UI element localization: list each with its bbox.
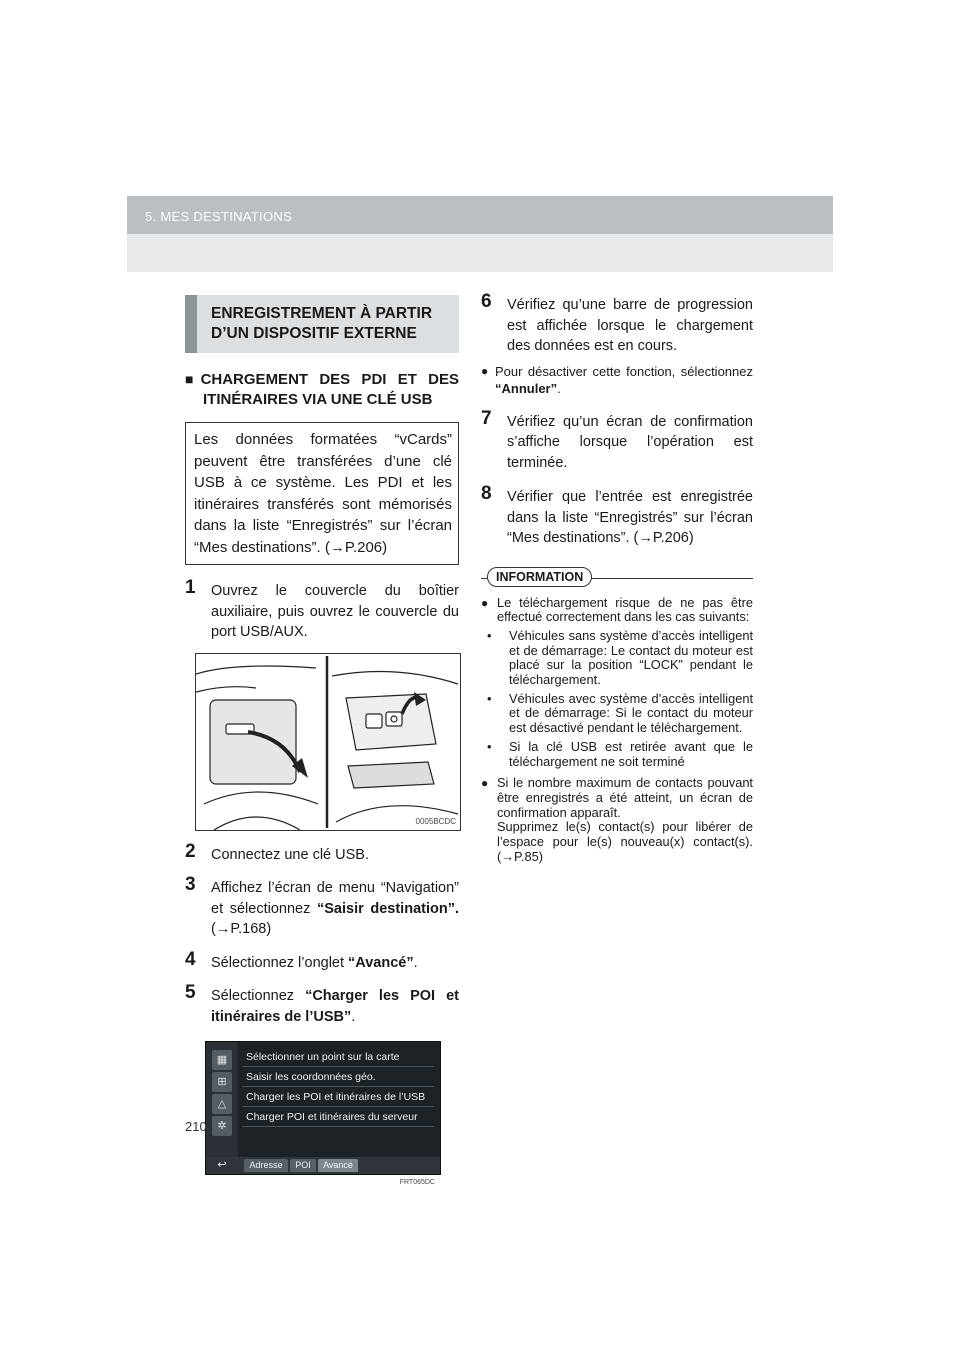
- note-text: Pour désactiver cette fonction, sélectionnez: [495, 363, 753, 379]
- step-text: Vérifiez qu’une barre de progression est affichée lorsque le chargement des données est en cours.: [507, 297, 753, 354]
- screen-option-load-usb[interactable]: Charger les POI et itinéraires de l’USB: [242, 1088, 434, 1107]
- information-item: [481, 596, 753, 625]
- section-title: 5. MES DESTINATIONS: [145, 209, 293, 224]
- information-subtext: Véhicules avec système d’accès intelligent et de démarrage: Si le contact du moteur est désactivé pendant le téléchargement.: [509, 690, 753, 736]
- sub-heading-text: CHARGEMENT DES PDI ET DES ITINÉRAIRES VIA UNE CLÉ USB: [200, 371, 459, 408]
- screen-tab-bar: [206, 1157, 440, 1174]
- step-text: Vérifier que l’entrée est enregistrée dans la liste “Enregistrés” sur l’écran “Mes destinations”. (→P.206): [507, 489, 753, 546]
- page-number: 210: [185, 1119, 207, 1134]
- note-bold: “Annuler”: [495, 381, 558, 396]
- navigation-screen: [205, 1041, 441, 1186]
- step-text: Connectez une clé USB.: [211, 846, 369, 863]
- back-arrow-icon[interactable]: ↩: [217, 1159, 227, 1171]
- information-subitem: [487, 692, 753, 736]
- tab-poi[interactable]: POI: [290, 1159, 316, 1172]
- sub-bullet-icon: •: [487, 627, 492, 643]
- figure-code: 0005BCDC: [415, 816, 456, 826]
- tab-avance[interactable]: Avancé: [318, 1159, 358, 1172]
- information-item: [481, 776, 753, 864]
- right-column: [481, 291, 753, 864]
- screen-option-load-server[interactable]: Charger POI et itinéraires du serveur: [242, 1108, 434, 1127]
- step-end: .: [413, 954, 418, 971]
- header-band: [127, 196, 833, 272]
- step-2: [185, 840, 459, 866]
- information-text: Si le nombre maximum de contacts pouvant être enregistrés a été atteint, un écran de confirmation apparaît.: [497, 775, 753, 820]
- map-point-icon: ▦: [212, 1050, 232, 1070]
- sub-heading: [185, 369, 459, 410]
- step-4: [185, 948, 459, 974]
- step-7: [481, 407, 753, 474]
- coordinates-icon: ⊞: [212, 1072, 232, 1092]
- header-title-bar: [127, 196, 833, 234]
- sub-bullet-icon: •: [487, 738, 492, 754]
- step-6: [481, 291, 753, 357]
- step-bold: “Saisir destination”.: [316, 900, 459, 917]
- information-subtext: Si la clé USB est retirée avant que le téléchargement ne soit terminé: [509, 738, 753, 769]
- information-label: INFORMATION: [487, 567, 592, 587]
- step-text: Affichez l’écran de menu “Navigation” et sélectionnez: [211, 880, 459, 917]
- step-bold: “Avancé”: [348, 954, 414, 971]
- step-8: [481, 483, 753, 549]
- information-subitem: [487, 740, 753, 769]
- console-drawing: [196, 654, 460, 830]
- usb-load-icon: △: [212, 1094, 232, 1114]
- information-header: [481, 567, 753, 589]
- left-column: [185, 295, 460, 1186]
- step-end: .: [351, 1008, 356, 1025]
- step-text: Vérifiez qu’un écran de confirmation s’affiche lorsque l’opération est terminée.: [507, 413, 753, 471]
- intro-box: Les données formatées “vCards” peuvent être transférées d’une clé USB à ce système. Les PDI et les itinéraires transférés sont mémorisés dans la liste “Enregistrés” sur l’écran “Mes destinations”. (→P.206): [185, 422, 459, 565]
- tab-adresse[interactable]: Adresse: [244, 1159, 288, 1172]
- step-number: 4: [185, 948, 196, 970]
- step-number: 5: [185, 982, 196, 1003]
- step-number: 1: [185, 577, 196, 598]
- step-3: [185, 874, 459, 940]
- step-number: 8: [481, 483, 492, 504]
- information-text: Le téléchargement risque de ne pas être effectué correctement dans les cas suivants:: [497, 594, 753, 625]
- screen-option-geo-coordinates[interactable]: Saisir les coordonnées géo.: [242, 1068, 434, 1087]
- step-number: 3: [185, 874, 196, 895]
- step-1: [185, 577, 459, 643]
- step-text: Ouvrez le couvercle du boîtier auxiliaire, puis ouvrez le couvercle du port USB/AUX.: [211, 583, 459, 640]
- screen-option-select-map-point[interactable]: Sélectionner un point sur la carte: [242, 1048, 434, 1067]
- section-heading-line2: D’UN DISPOSITIF EXTERNE: [211, 325, 417, 342]
- information-text: Supprimez le(s) contact(s) pour libérer de l’espace pour le(s) nouveau(x) contact(s). (→P.85): [497, 819, 753, 864]
- sub-bullet-icon: •: [487, 690, 492, 706]
- step-6-note: [481, 363, 753, 398]
- section-heading-line1: ENREGISTREMENT À PARTIR: [211, 305, 433, 322]
- bullet-dot-icon: ●: [481, 595, 489, 610]
- note-end: .: [557, 381, 561, 396]
- server-load-icon: ✲: [212, 1116, 232, 1136]
- information-subtext: Véhicules sans système d’accès intelligent et de démarrage: Le contact du moteur est placé sur la position “LOCK” pendant le téléchargement.: [509, 627, 753, 688]
- step-bold: “Charger les POI et itinéraires de l’USB”: [211, 988, 460, 1025]
- step-ref: (→P.168): [211, 921, 272, 937]
- step-text: Sélectionnez l’onglet: [211, 954, 349, 971]
- information-subitem: [487, 629, 753, 688]
- screen-code: FRT065DC: [397, 1179, 438, 1186]
- step-number: 7: [481, 407, 492, 429]
- usb-port-illustration: [195, 653, 461, 831]
- bullet-dot-icon: ●: [481, 776, 489, 791]
- square-bullet-icon: ■: [185, 371, 201, 387]
- step-number: 2: [185, 840, 196, 862]
- step-text: Sélectionnez: [211, 988, 306, 1004]
- screen-icon-strip: [206, 1042, 238, 1174]
- step-number: 6: [481, 291, 492, 312]
- step-5: [185, 982, 460, 1027]
- bullet-dot-icon: ●: [481, 363, 489, 378]
- section-heading: [185, 295, 459, 353]
